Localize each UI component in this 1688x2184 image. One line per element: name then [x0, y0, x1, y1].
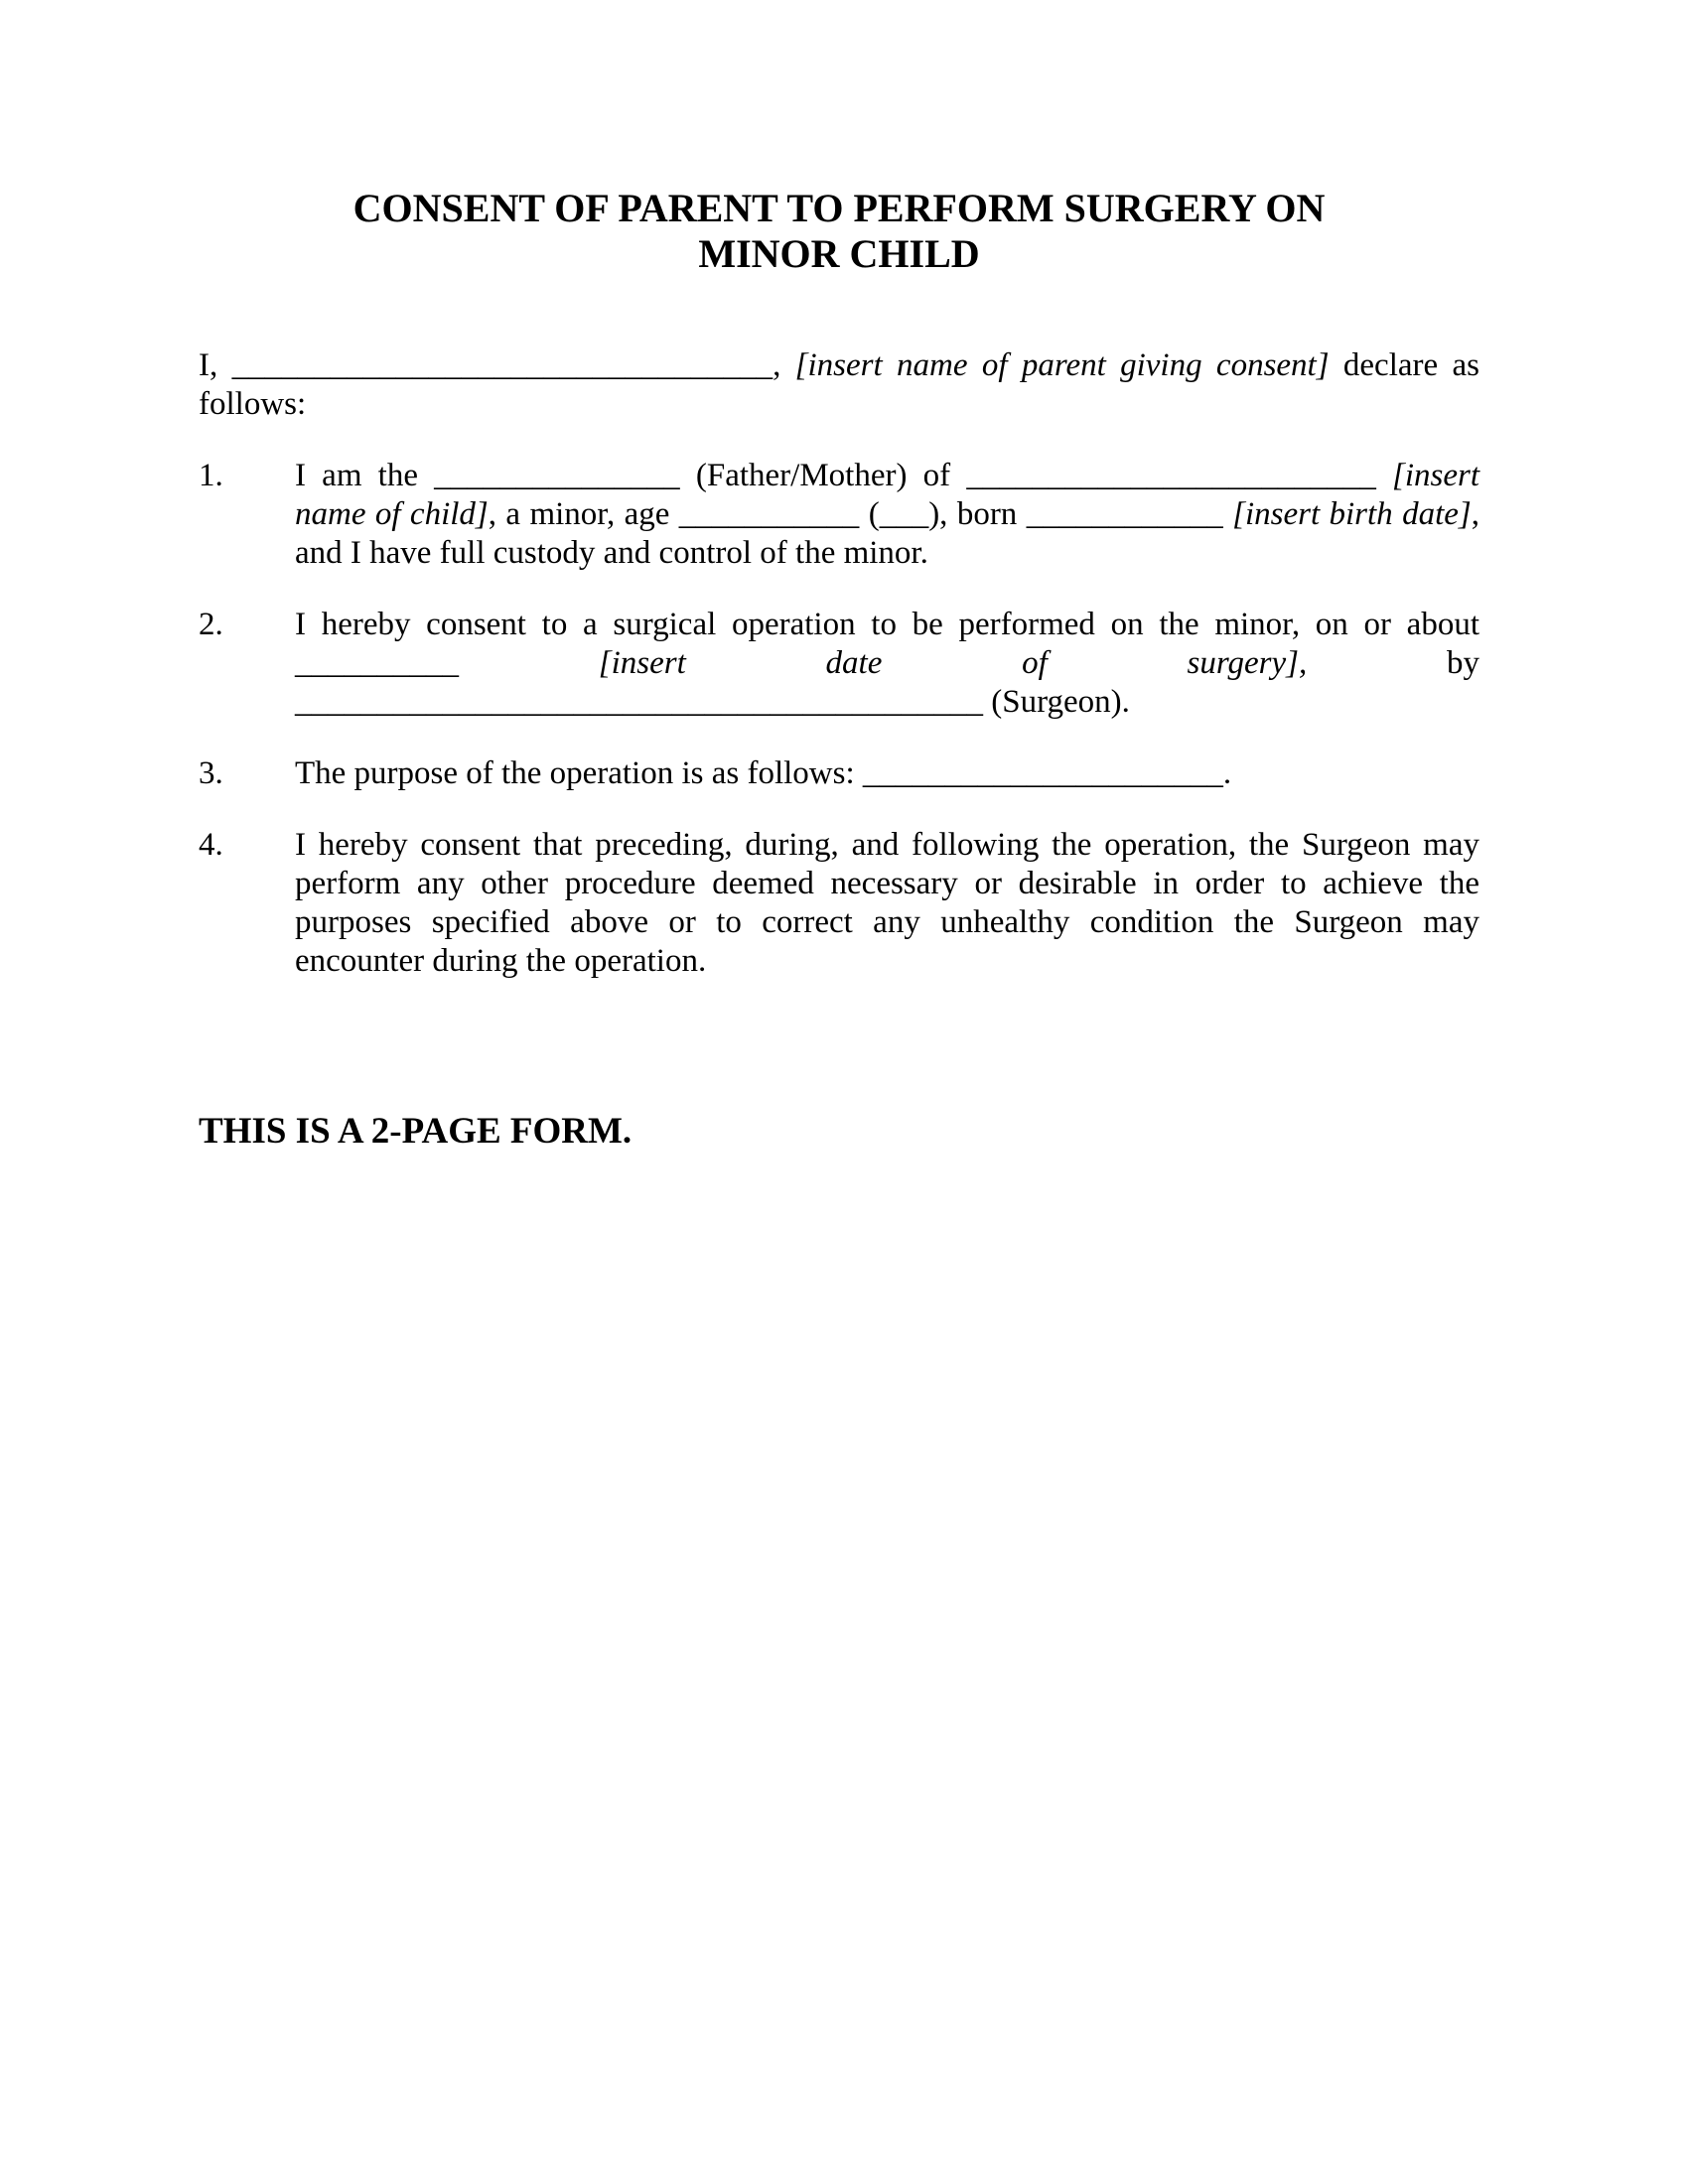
item-2-text-3: (Surgeon). [983, 684, 1130, 720]
item-1-text-4: ( [859, 496, 880, 532]
purpose-blank: ______________________ [862, 755, 1223, 791]
child-name-placeholder: [insert name of child] [295, 458, 1480, 532]
item-1-text-3: , a minor, age [488, 496, 679, 532]
item-3-number: 3. [199, 755, 223, 791]
page-count-note: THIS IS A 2-PAGE FORM. [199, 1111, 633, 1152]
birth-date-blank: ____________ [1026, 496, 1223, 532]
intro-tail-text: declare as follows: [199, 347, 1479, 422]
child-name-blank: _________________________ [966, 458, 1376, 493]
item-1-text-1: I am the [295, 458, 435, 493]
item-1-number: 1. [199, 458, 223, 493]
surgery-date-blank: __________ [295, 645, 459, 681]
item-2-text-2: by [1307, 645, 1479, 681]
form-title-line1: CONSENT OF PARENT TO PERFORM SURGERY ON [352, 186, 1326, 230]
parent-name-blank: _________________________________ [231, 347, 774, 383]
item-4-text-1: I hereby consent that preceding, during, and following the operation, the Surgeon may perform any other procedure deemed necessary or desirable in order to achieve the purposes specified above or to correct any unhealthy condition the Surgeon may encounter during the operation. [295, 827, 1479, 979]
birth-date-placeholder: [insert birth date] [1222, 496, 1472, 532]
surgeon-name-blank: __________________________________________ [295, 684, 983, 720]
item-2-text-1: I hereby consent to a surgical operation to be performed on the minor, on or about [295, 607, 1479, 642]
age-numeric-blank: ___ [879, 496, 929, 532]
intro-lead-text: I, [199, 347, 232, 383]
item-4-number: 4. [199, 827, 223, 863]
item-1-text-6: , and I have full custody and control of the minor. [295, 496, 1479, 571]
item-4-paragraph [199, 826, 1479, 981]
intro-separator-text: , [773, 347, 795, 383]
item-3-text-2: . [1222, 755, 1232, 791]
parent-role-blank: _______________ [434, 458, 680, 493]
item-1-paragraph [199, 457, 1479, 573]
intro-paragraph [199, 346, 1479, 424]
item-1-text-5: ), born [928, 496, 1027, 532]
form-content [199, 186, 1479, 1154]
surgery-date-placeholder: [insert date of surgery], [459, 645, 1308, 681]
item-3-text-1: The purpose of the operation is as follows: [295, 755, 863, 791]
age-blank: ___________ [678, 496, 860, 532]
item-1-text-2: (Father/Mother) of [679, 458, 967, 493]
item-3-paragraph [199, 754, 1479, 793]
form-title-line2: MINOR CHILD [698, 231, 980, 276]
form-title [199, 186, 1479, 277]
item-2-paragraph [199, 606, 1479, 722]
parent-name-placeholder: [insert name of parent giving consent] [794, 347, 1330, 383]
item-2-number: 2. [199, 607, 223, 642]
